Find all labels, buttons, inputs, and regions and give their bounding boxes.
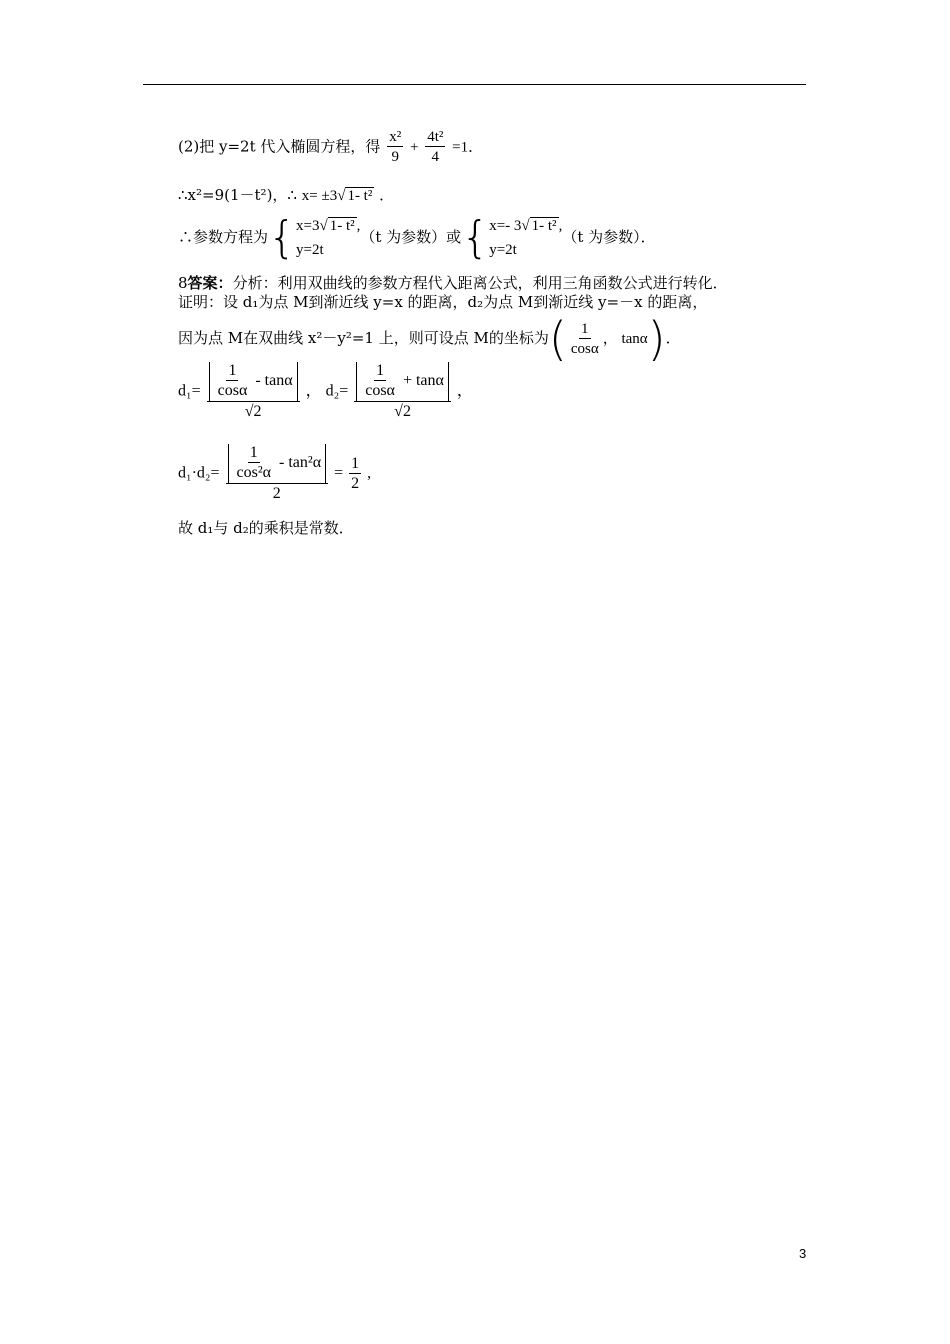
system-1-row-2: y=2t — [296, 242, 324, 258]
frac-den: cos²α — [236, 464, 272, 481]
inner-frac — [363, 362, 397, 401]
l3-prefix: ∴参数方程为 — [178, 228, 269, 246]
frac-1-cos — [569, 320, 601, 359]
d1-numerator — [207, 362, 300, 402]
answer-label: 答案： — [187, 274, 233, 292]
frac-den: 2 — [351, 474, 360, 492]
system-2-row-2: y=2t — [489, 242, 517, 258]
inner-frac — [216, 362, 250, 401]
product-denominator: 2 — [272, 485, 281, 502]
sqrt-sign: √ — [337, 188, 346, 204]
inner-frac — [235, 444, 274, 483]
conclusion-text: 故 d₁与 d₂的乘积是常数． — [178, 519, 354, 537]
minus-tan: - tanα — [255, 372, 293, 390]
sys-text: x=- 3 — [489, 218, 522, 234]
d2-numerator — [354, 362, 451, 402]
system-2 — [489, 214, 562, 262]
frac-4t2-4 — [425, 128, 445, 167]
sqrt-radicand: 1- t² — [329, 218, 355, 234]
l3-mid: （t 为参数）或 — [360, 228, 462, 246]
line-product — [178, 444, 371, 504]
line-coordinates — [178, 312, 681, 366]
half-fraction — [349, 455, 361, 494]
comma: ， — [305, 382, 322, 400]
l1-suffix: =1． — [452, 139, 484, 156]
line-param-equations — [178, 214, 656, 262]
line-answer-8 — [178, 272, 728, 293]
product-label: d₁·d₂= — [178, 464, 220, 482]
d2-label: d₂= — [325, 382, 349, 400]
l1-prefix: (2)把 y=2t 代入椭圆方程，得 — [178, 137, 381, 156]
line-substitution — [178, 128, 483, 167]
right-paren-icon: ) — [647, 312, 666, 366]
comma: , — [367, 464, 372, 482]
frac-den: cosα — [217, 382, 248, 399]
d1-label: d₁= — [178, 382, 201, 400]
line-conclusion — [178, 517, 354, 538]
comma: ， — [456, 382, 473, 400]
system-1 — [296, 214, 360, 262]
header-rule — [143, 84, 806, 85]
d2-fraction — [354, 362, 451, 422]
frac-num: 1 — [351, 454, 360, 472]
d1-denominator: √2 — [244, 403, 262, 420]
line-x-squared — [178, 184, 394, 205]
plus-tan: + tanα — [402, 372, 444, 390]
l2-x-eq: x= ±3 — [301, 188, 338, 204]
sys-comma: , — [356, 218, 361, 234]
tan-alpha: ， tanα — [602, 331, 648, 347]
frac-num: 1 — [228, 362, 237, 379]
frac-num: 1 — [376, 362, 385, 379]
minus-tan-squared: - tan²α — [279, 454, 322, 472]
line-d1-d2 — [178, 362, 473, 422]
product-fraction — [226, 444, 329, 504]
system-1-row-1 — [296, 214, 360, 238]
frac-den: 4 — [431, 149, 440, 165]
frac-den: 9 — [391, 149, 399, 165]
sys-comma: , — [558, 218, 563, 234]
abs-value — [356, 362, 449, 401]
frac-num: x² — [389, 129, 402, 145]
l2-end: ． — [379, 186, 395, 204]
abs-value — [209, 362, 298, 401]
question-number: 8 — [178, 274, 188, 292]
page-number: 3 — [799, 1246, 807, 1261]
frac-den: cosα — [570, 340, 599, 357]
frac-num: 4t² — [427, 129, 444, 145]
frac-den: cosα — [365, 382, 395, 399]
left-paren-icon: ( — [548, 312, 567, 366]
d2-denominator: √2 — [394, 403, 411, 420]
sys-text: x=3 — [296, 218, 320, 234]
sqrt-radicand: 1- t² — [347, 188, 373, 204]
abs-value — [228, 444, 327, 483]
equals-sign: = — [334, 464, 344, 482]
frac-num: 1 — [249, 444, 258, 461]
product-numerator — [226, 444, 329, 484]
analysis-text: 分析：利用双曲线的参数方程代入距离公式，利用三角函数公式进行转化． — [232, 274, 728, 292]
l3-suffix: （t 为参数）． — [562, 228, 656, 246]
left-brace-icon: { — [461, 212, 490, 263]
l6-prefix: 因为点 M在双曲线 x²－y²=1 上，则可设点 M的坐标为 — [178, 329, 549, 347]
plus-sign: + — [409, 139, 419, 156]
sqrt-radicand: 1- t² — [531, 218, 557, 234]
system-2-row-1 — [489, 214, 562, 238]
sqrt-sign: √ — [521, 218, 530, 234]
frac-num: 1 — [581, 320, 589, 337]
frac-x2-9 — [387, 128, 403, 167]
proof-text: 证明：设 d₁为点 M到渐近线 y=x 的距离，d₂为点 M到渐近线 y=－x 的距离， — [178, 293, 708, 311]
left-brace-icon: { — [268, 212, 297, 263]
d1-fraction — [207, 362, 300, 422]
l2-text: ∴x²=9(1－t²)，∴ — [178, 186, 297, 204]
line-proof-intro — [178, 291, 707, 312]
l6-end: ． — [665, 329, 681, 347]
sqrt-sign: √ — [319, 218, 328, 234]
